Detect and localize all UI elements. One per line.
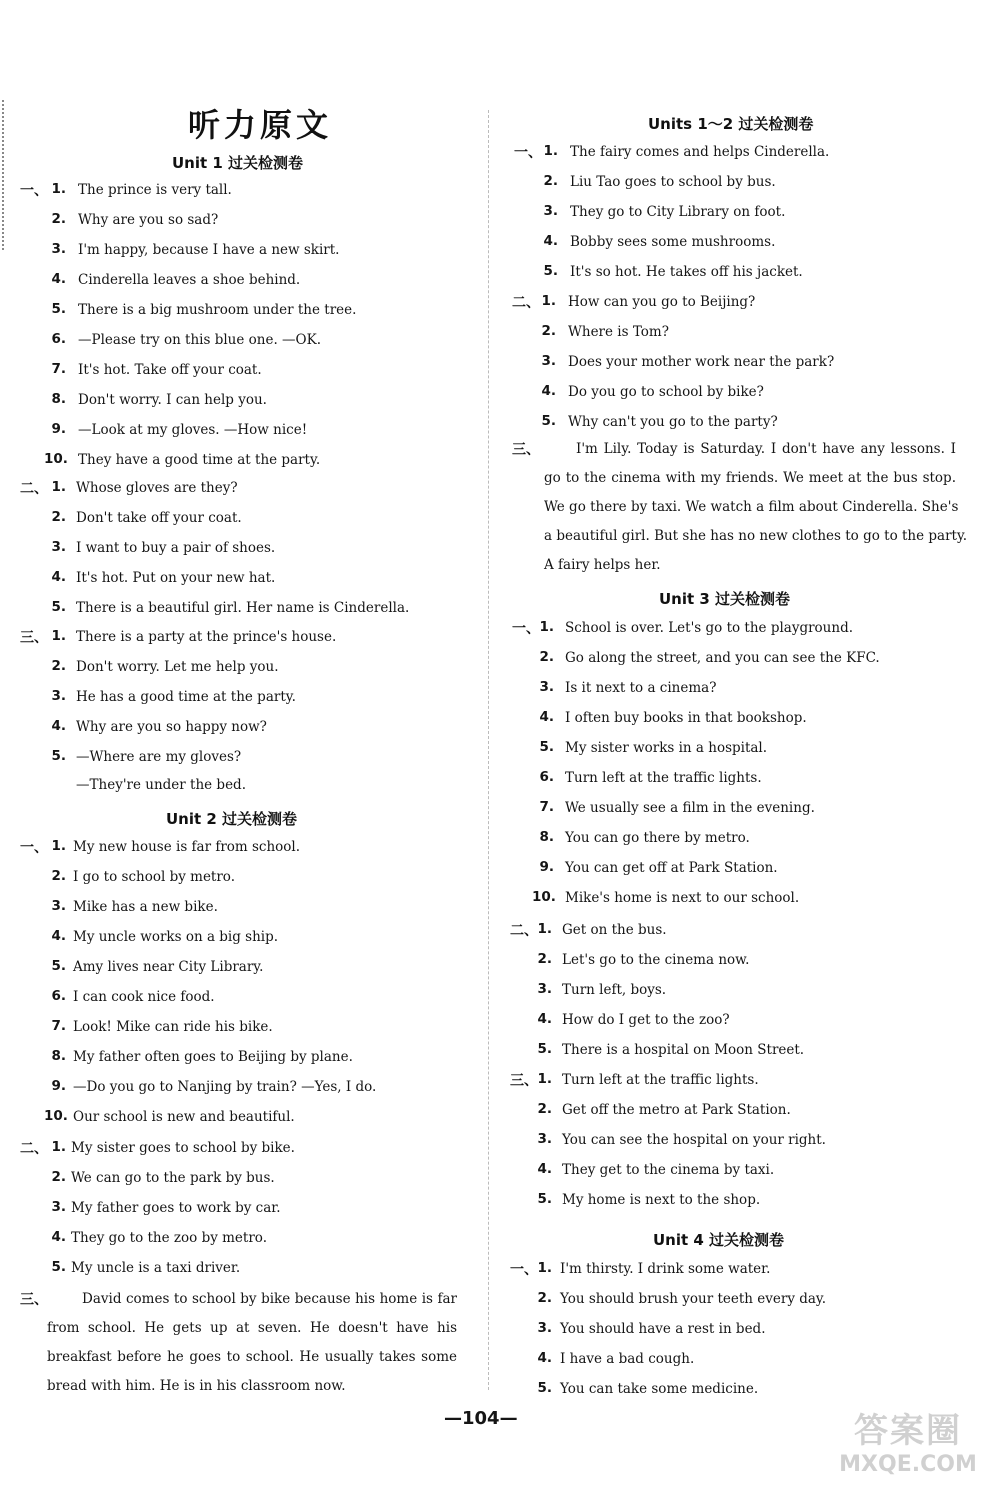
item-text: You can get off at Park Station. (565, 860, 778, 876)
item-number: 5. (537, 1380, 552, 1396)
item-number: 6. (51, 331, 66, 347)
item-text: Don't worry. Let me help you. (76, 659, 279, 675)
item-text: —Please try on this blue one. —OK. (78, 332, 321, 348)
item-number: 5. (537, 1041, 552, 1057)
item-text: The prince is very tall. (78, 182, 232, 198)
item-text: I'm thirsty. I drink some water. (560, 1261, 771, 1277)
item-number: 3. (51, 539, 66, 555)
item-number: 3. (51, 688, 66, 704)
item-text: Our school is new and beautiful. (73, 1109, 295, 1125)
item-text: It's hot. Take off your coat. (78, 362, 262, 378)
item-text: Why are you so happy now? (76, 719, 267, 735)
item-number: 5. (51, 748, 66, 764)
item-text: My father often goes to Beijing by plane. (73, 1049, 353, 1065)
item-text: There is a party at the prince's house. (76, 629, 337, 645)
item-number: 2. (51, 1169, 66, 1185)
item-number: 4. (51, 718, 66, 734)
paragraph-line: We go there by taxi. We watch a film about Cinderella. She's (544, 499, 959, 515)
item-text: The fairy comes and helps Cinderella. (570, 144, 830, 160)
paragraph-line: breakfast before he goes to school. He usually takes some (47, 1349, 457, 1365)
item-number: 2. (51, 658, 66, 674)
item-text: My uncle works on a big ship. (73, 929, 279, 945)
section-label: 一、 (20, 183, 48, 199)
item-text: —Do you go to Nanjing by train? —Yes, I do. (73, 1079, 377, 1095)
item-text: Why are you so sad? (78, 212, 219, 228)
section-label: 二、 (510, 923, 538, 939)
section-label: 三、 (512, 442, 540, 458)
item-text: I can cook nice food. (73, 989, 215, 1005)
item-text: We can go to the park by bus. (71, 1170, 275, 1186)
section-label: 一、 (514, 145, 542, 161)
item-text: Mike's home is next to our school. (565, 890, 800, 906)
item-text: I want to buy a pair of shoes. (76, 540, 276, 556)
section-label: 一、 (510, 1262, 538, 1278)
item-text: You can see the hospital on your right. (562, 1132, 826, 1148)
item-number: 3. (537, 1131, 552, 1147)
item-text: Get on the bus. (562, 922, 667, 938)
item-number: 8. (51, 1048, 66, 1064)
item-number: 2. (51, 868, 66, 884)
item-text: Why can't you go to the party? (568, 414, 778, 430)
paragraph-line: bread with him. He is in his classroom now. (47, 1378, 346, 1394)
item-text: Mike has a new bike. (73, 899, 218, 915)
item-text: My sister works in a hospital. (565, 740, 768, 756)
item-number: 5. (537, 1191, 552, 1207)
paragraph-line: I'm Lily. Today is Saturday. I don't have any lessons. I (576, 441, 956, 457)
item-number: 8. (539, 829, 554, 845)
item-number: 10. (44, 1108, 68, 1124)
item-number: 9. (539, 859, 554, 875)
item-text: My new house is far from school. (73, 839, 301, 855)
item-text: —Look at my gloves. —How nice! (78, 422, 308, 438)
item-text: Let's go to the cinema now. (562, 952, 750, 968)
item-number: 3. (541, 353, 556, 369)
item-number: 4. (51, 569, 66, 585)
section-label: 二、 (20, 1141, 48, 1157)
item-text: My father goes to work by car. (71, 1200, 281, 1216)
item-number: 1. (51, 838, 66, 854)
item-number: 3. (537, 981, 552, 997)
item-text: Bobby sees some mushrooms. (570, 234, 776, 250)
paragraph-line: from school. He gets up at seven. He doesn't have his (47, 1320, 457, 1336)
item-text: My sister goes to school by bike. (71, 1140, 295, 1156)
item-number: 9. (51, 1078, 66, 1094)
item-number: 1. (51, 628, 66, 644)
item-text: School is over. Let's go to the playground. (565, 620, 853, 636)
item-text: Don't take off your coat. (76, 510, 242, 526)
item-text: Do you go to school by bike? (568, 384, 764, 400)
item-number: 2. (543, 173, 558, 189)
item-number: 2. (51, 509, 66, 525)
item-text: You can take some medicine. (560, 1381, 759, 1397)
item-text: They have a good time at the party. (78, 452, 321, 468)
item-number: 4. (537, 1161, 552, 1177)
item-number: 6. (539, 769, 554, 785)
item-text: Go along the street, and you can see the KFC. (565, 650, 880, 666)
item-text: You can go there by metro. (565, 830, 750, 846)
paragraph-line: David comes to school by bike because his home is far (82, 1291, 457, 1307)
item-number: 2. (537, 951, 552, 967)
section-label: 三、 (510, 1073, 538, 1089)
page-title: 听力原文 (188, 106, 333, 144)
paragraph-line: go to the cinema with my friends. We meet at the bus stop. (544, 470, 956, 486)
item-text: He has a good time at the party. (76, 689, 296, 705)
item-number: 1. (51, 181, 66, 197)
item-number: 1. (543, 143, 558, 159)
item-number: 7. (539, 799, 554, 815)
section-label: 二、 (512, 295, 540, 311)
item-number: 7. (51, 361, 66, 377)
item-text: There is a hospital on Moon Street. (562, 1042, 805, 1058)
item-number: 5. (51, 301, 66, 317)
item-text: Get off the metro at Park Station. (562, 1102, 791, 1118)
item-number: 1. (541, 293, 556, 309)
item-text: Cinderella leaves a shoe behind. (78, 272, 301, 288)
item-text: Whose gloves are they? (76, 480, 238, 496)
item-number: 4. (539, 709, 554, 725)
item-number: 5. (51, 599, 66, 615)
item-number: 1. (51, 479, 66, 495)
section-label: 三、 (20, 630, 48, 646)
item-number: 2. (537, 1101, 552, 1117)
section-label: 一、 (512, 621, 540, 637)
item-text: I'm happy, because I have a new skirt. (78, 242, 340, 258)
item-number: 5. (543, 263, 558, 279)
column-divider (488, 110, 489, 1390)
item-text: You should have a rest in bed. (560, 1321, 766, 1337)
item-number: 3. (51, 241, 66, 257)
item-text: Turn left at the traffic lights. (565, 770, 762, 786)
item-text: They go to City Library on foot. (570, 204, 786, 220)
item-text: I often buy books in that bookshop. (565, 710, 807, 726)
item-text: Does your mother work near the park? (568, 354, 835, 370)
binding-edge (2, 100, 12, 250)
unit-title: Unit 1 过关检测卷 (172, 154, 304, 172)
item-text: There is a beautiful girl. Her name is Cinderella. (76, 600, 410, 616)
item-number: 2. (537, 1290, 552, 1306)
item-text: Don't worry. I can help you. (78, 392, 267, 408)
item-text: Liu Tao goes to school by bus. (570, 174, 776, 190)
item-number: 2. (541, 323, 556, 339)
item-text: I go to school by metro. (73, 869, 235, 885)
item-number: 3. (537, 1320, 552, 1336)
item-text: Where is Tom? (568, 324, 669, 340)
watermark-text: 答案圈 (854, 1411, 962, 1451)
item-number: 4. (537, 1011, 552, 1027)
watermark-logo (838, 1410, 978, 1482)
item-number: 4. (51, 928, 66, 944)
item-number: 8. (51, 391, 66, 407)
item-text: Look! Mike can ride his bike. (73, 1019, 273, 1035)
item-number: 9. (51, 421, 66, 437)
item-text: There is a big mushroom under the tree. (78, 302, 357, 318)
item-number: 5. (541, 413, 556, 429)
item-number: 5. (51, 1259, 66, 1275)
item-text: Turn left, boys. (562, 982, 667, 998)
item-number: 7. (51, 1018, 66, 1034)
unit-title: Unit 3 过关检测卷 (659, 590, 791, 608)
item-number: 3. (51, 1199, 66, 1215)
item-number: 4. (541, 383, 556, 399)
item-number: 10. (44, 451, 68, 467)
unit-title: Unit 4 过关检测卷 (653, 1231, 785, 1249)
item-number: 1. (537, 1071, 552, 1087)
unit-title: Unit 2 过关检测卷 (166, 810, 298, 828)
item-text: My uncle is a taxi driver. (71, 1260, 241, 1276)
section-label: 一、 (20, 840, 48, 856)
item-number: 3. (543, 203, 558, 219)
item-text: We usually see a film in the evening. (565, 800, 815, 816)
paragraph-line: A fairy helps her. (544, 557, 661, 573)
item-number: 3. (539, 679, 554, 695)
item-text: How can you go to Beijing? (568, 294, 756, 310)
item-text: Is it next to a cinema? (565, 680, 717, 696)
item-text: You should brush your teeth every day. (560, 1291, 827, 1307)
item-number: 3. (51, 898, 66, 914)
item-number: 10. (532, 889, 556, 905)
item-number: 5. (51, 958, 66, 974)
item-text: How do I get to the zoo? (562, 1012, 730, 1028)
item-text: Turn left at the traffic lights. (562, 1072, 759, 1088)
item-number: 4. (51, 271, 66, 287)
item-text: —Where are my gloves? (76, 749, 242, 765)
item-number: 1. (539, 619, 554, 635)
item-continuation: —They're under the bed. (76, 777, 246, 793)
section-label: 二、 (20, 481, 48, 497)
item-number: 1. (537, 921, 552, 937)
item-text: They go to the zoo by metro. (71, 1230, 267, 1246)
item-number: 2. (51, 211, 66, 227)
item-text: It's hot. Put on your new hat. (76, 570, 276, 586)
item-number: 4. (537, 1350, 552, 1366)
item-text: Amy lives near City Library. (73, 959, 264, 975)
item-number: 1. (51, 1139, 66, 1155)
item-number: 6. (51, 988, 66, 1004)
item-number: 4. (543, 233, 558, 249)
item-text: My home is next to the shop. (562, 1192, 761, 1208)
page-number: —104— (444, 1408, 518, 1429)
item-number: 1. (537, 1260, 552, 1276)
item-text: It's so hot. He takes off his jacket. (570, 264, 803, 280)
item-number: 5. (539, 739, 554, 755)
section-label: 三、 (20, 1292, 48, 1308)
paragraph-line: a beautiful girl. But she has no new clothes to go to the party. (544, 528, 968, 544)
item-text: I have a bad cough. (560, 1351, 695, 1367)
item-text: They get to the cinema by taxi. (562, 1162, 775, 1178)
watermark-url: MXQE.COM (839, 1452, 977, 1477)
item-number: 4. (51, 1229, 66, 1245)
unit-title: Units 1～2 过关检测卷 (648, 115, 814, 133)
item-number: 2. (539, 649, 554, 665)
